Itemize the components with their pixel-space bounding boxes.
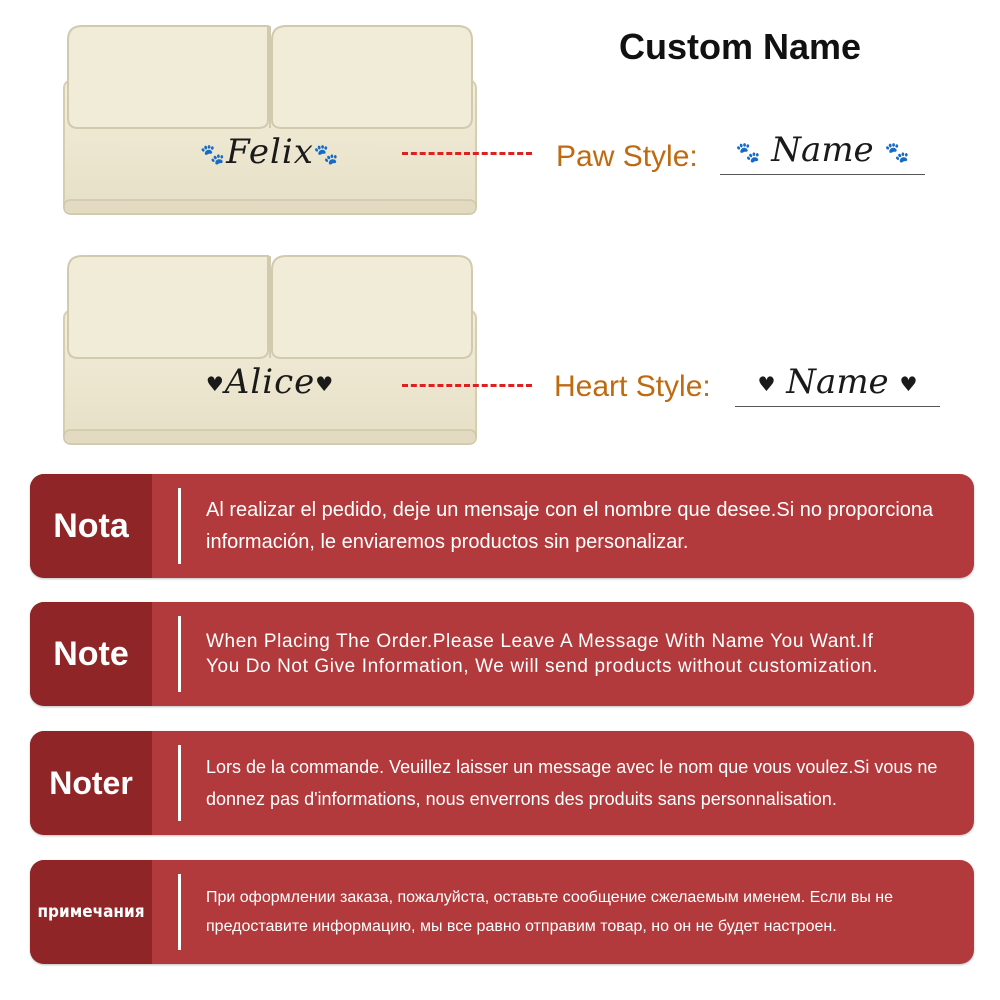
banner-label: Note [53,634,129,673]
heart-icon: ♥ [899,372,918,396]
banner-separator [178,745,181,821]
note-banner-french [30,731,974,835]
storage-box-illustration [60,250,480,450]
banner-message: Lors de la commande. Veuillez laisser un message avec le nom que vous voulez.Si vous ne donnez pas d'informations, nous enverrons des produits sans personnalisation. [206,757,938,809]
paw-style-sample [720,130,925,170]
banner-label: примечания [37,902,145,922]
banner-label: Noter [49,764,133,801]
banner-label: Nota [53,506,129,545]
banner-text [206,474,934,578]
banner-separator [178,874,181,950]
banner-label-area [30,860,152,964]
storage-box-illustration [60,20,480,220]
box-name-text: Alice [224,362,316,402]
leader-line [402,152,532,155]
storage-box-alice [60,250,480,440]
paw-icon: 🐾 [884,140,910,164]
note-banner-english [30,602,974,706]
banner-label-area [30,474,152,578]
style-sample-text: Name [786,362,889,402]
paw-style-underline [720,174,925,175]
heart-style-sample [735,362,940,402]
paw-icon: 🐾 [313,142,340,166]
banner-text [206,602,894,706]
heart-icon: ♥ [205,372,225,396]
style-sample-text: Name [771,130,874,170]
banner-separator [178,488,181,564]
banner-text [206,731,944,835]
paw-icon: 🐾 [735,140,761,164]
banner-message: When Placing The Order.Please Leave A Message With Name You Want.If You Do Not Give Information, We will send products without customization. [206,631,879,677]
heart-style-label: Heart Style: [554,370,711,403]
banner-text [206,860,904,964]
box-name-text: Felix [226,132,314,172]
heart-style-underline [735,406,940,407]
leader-line [402,384,532,387]
heart-icon: ♥ [315,372,335,396]
note-banner-spanish [30,474,974,578]
paw-icon: 🐾 [200,142,227,166]
paw-style-label: Paw Style: [556,140,698,173]
note-banner-russian [30,860,974,964]
banner-label-area [30,731,152,835]
banner-message: Al realizar el pedido, deje un mensaje con el nombre que desee.Si no proporciona información, le enviaremos productos sin personalizar. [206,499,934,553]
banner-separator [178,616,181,692]
storage-box-felix [60,20,480,210]
banner-message: При оформлении заказа, пожалуйста, оставьте сообщение сжелаемым именем. Если вы не предоставите информацию, мы все равно отправим товар, но он не будет настроен. [206,889,893,935]
page-title: Custom Name [618,26,862,67]
box-name-alice [60,362,480,402]
heart-icon: ♥ [757,372,776,396]
banner-label-area [30,602,152,706]
